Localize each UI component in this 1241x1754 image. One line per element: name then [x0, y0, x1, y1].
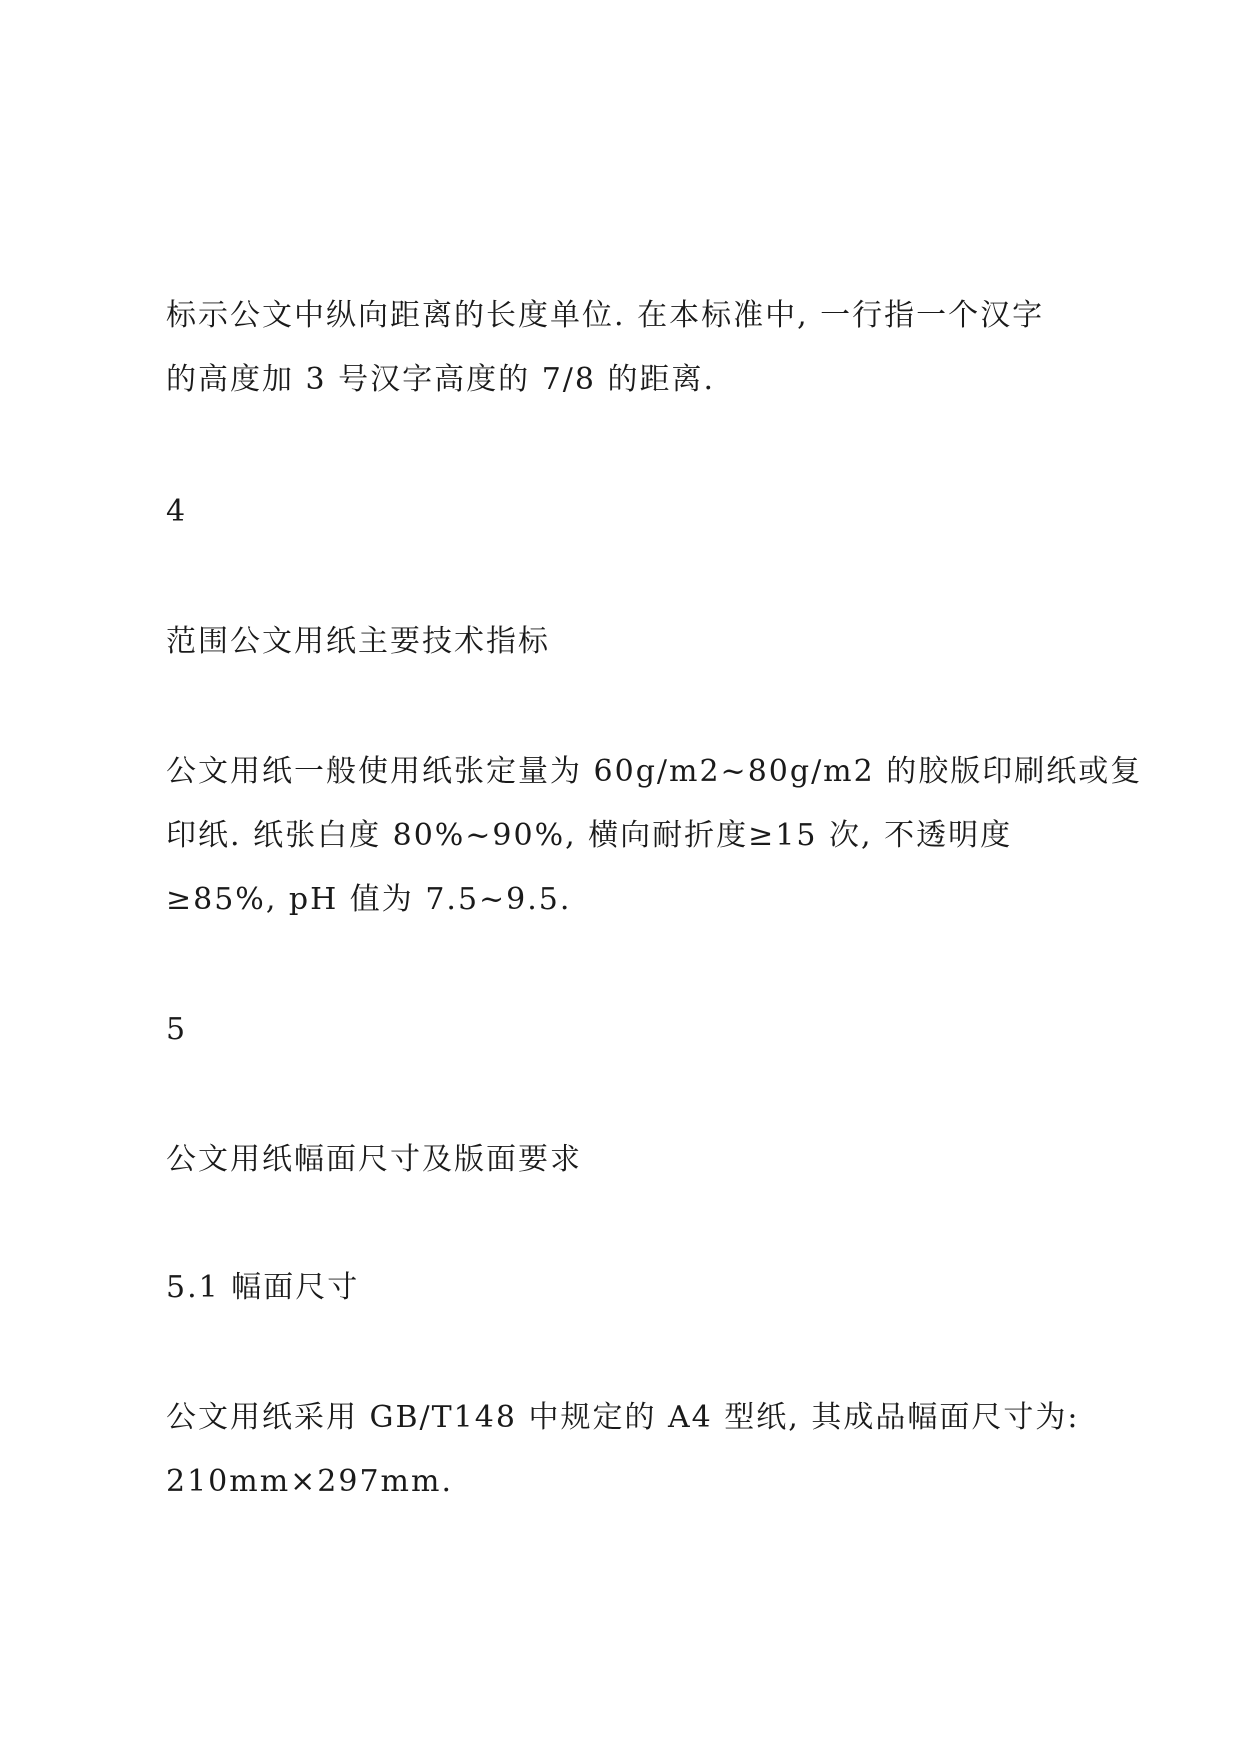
paragraph-line: 的高度加 3 号汉字高度的 7/8 的距离.: [166, 362, 716, 397]
subsection-heading: 5.1 幅面尺寸: [166, 1270, 360, 1305]
paragraph-line: 标示公文中纵向距离的长度单位. 在本标准中, 一行指一个汉字: [166, 298, 1045, 333]
section-heading: 公文用纸幅面尺寸及版面要求: [166, 1142, 582, 1177]
section-number: 5: [166, 1012, 188, 1047]
paragraph-line: ≥85%, pH 值为 7.5~9.5.: [166, 882, 572, 917]
paragraph-line: 印纸. 纸张白度 80%~90%, 横向耐折度≥15 次, 不透明度: [166, 818, 1013, 853]
paragraph-line: 210mm×297mm.: [166, 1464, 453, 1499]
section-heading: 范围公文用纸主要技术指标: [166, 624, 550, 659]
paragraph-line: 公文用纸一般使用纸张定量为 60g/m2~80g/m2 的胶版印刷纸或复: [166, 754, 1143, 789]
section-number: 4: [166, 494, 188, 529]
paragraph-line: 公文用纸采用 GB/T148 中规定的 A4 型纸, 其成品幅面尺寸为:: [166, 1400, 1080, 1435]
